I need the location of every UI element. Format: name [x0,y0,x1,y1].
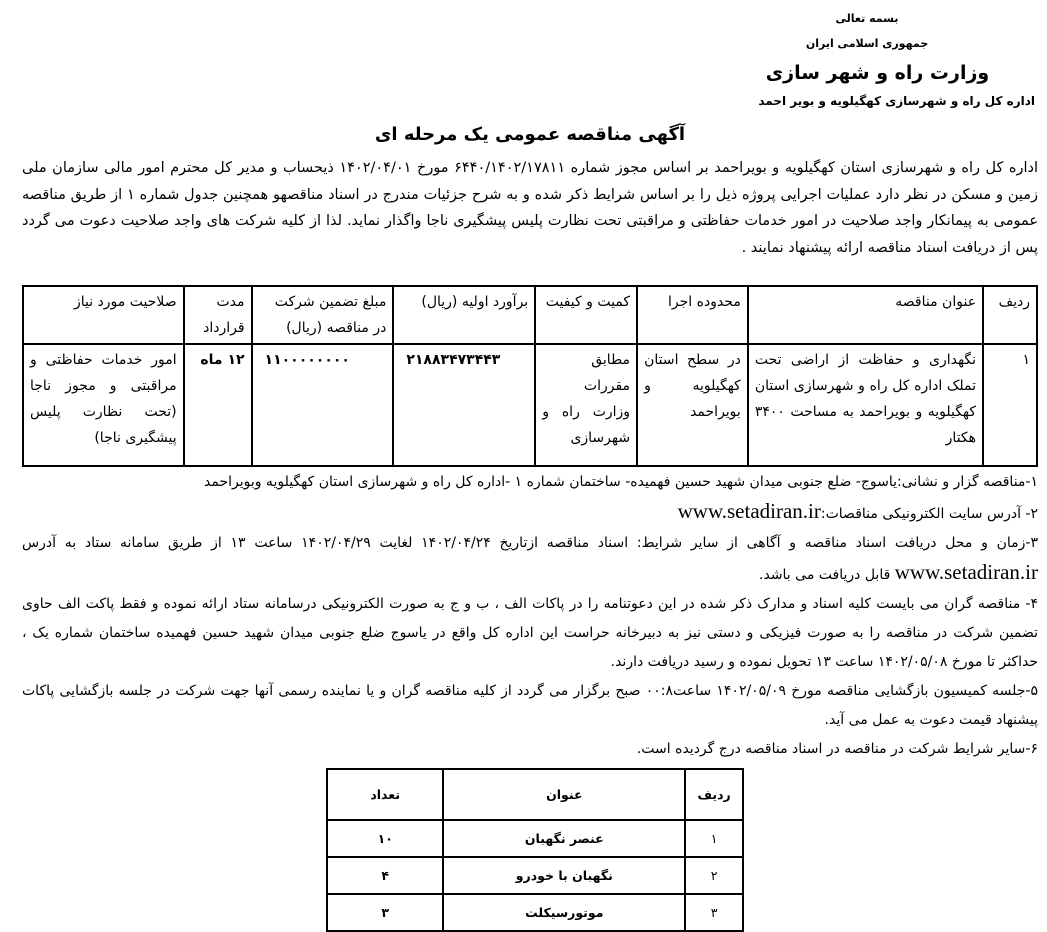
cell-row: ۱ [685,820,743,857]
ministry-name: وزارت راه و شهر سازی [765,62,990,84]
personnel-table [326,768,744,932]
cell-qualification: امور خدمات حفاظتی و مراقبتی و مجوز ناجا (تحت نظارت پلیس پیشگیری ناجا) [23,344,184,466]
cell-estimate: ۲۱۸۸۳۴۷۳۴۴۳ [393,344,535,466]
cell-title: موتورسیکلت [443,894,685,931]
cell-count: ۳ [327,894,443,931]
header-qualification: صلاحیت مورد نیاز [23,286,184,344]
header-quality: کمیت و کیفیت [535,286,637,344]
note-1: ۱-مناقصه گزار و نشانی:یاسوج- ضلع جنوبی میدان شهید حسین فهمیده- ساختمان شماره ۱ -اداره کل راه و شهرسازی استان کهگیلویه وبویراحمد [203,474,1038,490]
cell-row: ۲ [685,857,743,894]
note-2-text: ۲- آدرس سایت الکترونیکی مناقصات: [820,506,1038,522]
table-row [327,820,743,857]
note-5: ۵-جلسه کمیسیون بازگشایی مناقصه مورخ ۱۴۰۲/۰۵/۰۹ ساعت۰۰:۸ صبح برگزار می گردد از کلیه مناقصه گران و یا نماینده رسمی آنها جهت شرکت در جلسه بازگشایی پاکات پیشنهاد قیمت دعوت به عمل می آید. [22,683,1038,728]
cell-count: ۴ [327,857,443,894]
website-link[interactable]: www.setadiran.ir [677,499,821,523]
header-duration: مدت قرارداد [184,286,252,344]
invocation: بسمه تعالی [835,12,899,25]
personnel-table-header [327,769,743,820]
table-row [327,894,743,931]
intro-paragraph: اداره کل راه و شهرسازی استان کهگیلویه و بویراحمد بر اساس مجوز شماره ۶۴۴۰/۱۴۰۲/۱۷۸۱۱ مورخ ۱۴۰۲/۰۴/۰۱ ذیحساب و مدیر کل محترم امور مالی سازمان ملی زمین و مسکن در نظر دارد عملیات اجرایی پروژه ذیل را بر اساس شرایط ذکر شده و به شرح جزئیات مندرج در اسناد مناقصهو همچنین جدول شماره ۱ از طریق مناقصه عمومی به پیمانکار واجد صلاحیت در امور خدمات حفاظتی و مراقبتی تحت نظارت پلیس پیشگیری ناجا واگذار نماید. لذا از کلیه شرکت های واجد صلاحیت دعوت می گردد پس از دریافت اسناد مناقصه ارائه پیشنهاد نمایند . [22,160,1039,256]
cell-quality: مطابق مقررات وزارت راه و شهرسازی [535,344,637,466]
header-guarantee: مبلغ تضمین شرکت در مناقصه (ریال) [252,286,394,344]
table-row [23,344,1037,466]
cell-row: ۳ [685,894,743,931]
cell-scope: در سطح استان کهگیلویه و بویراحمد [637,344,748,466]
country-name: جمهوری اسلامی ایران [805,37,929,50]
note-3-text: ۳-زمان و محل دریافت اسناد مناقصه و آگاهی از سایر شرایط: اسناد مناقصه ازتاریخ ۱۴۰۲/۰۴/۲۴ لغایت ۱۴۰۲/۰۴/۲۹ ساعت ۱۳ از طریق سامانه ستاد به آدرس [22,535,1038,551]
header-estimate: برآورد اولیه (ریال) [393,286,535,344]
cell-title: نگهداری و حفاظت از اراضی تحت تملک اداره کل راه و شهرسازی استان کهگیلویه و بویراحمد به مساحت ۳۴۰۰ هکتار [748,344,983,466]
header-title: عنوان [443,769,685,820]
cell-duration: ۱۲ ماه [184,344,252,466]
website-link[interactable]: www.setadiran.ir [894,560,1038,584]
note-6: ۶-سایر شرایط شرکت در مناقصه در اسناد مناقصه درج گردیده است. [636,741,1038,757]
header-row: ردیف [983,286,1037,344]
tender-table-header [23,286,1037,344]
header-count: تعداد [327,769,443,820]
header-scope: محدوده اجرا [637,286,748,344]
tender-table [22,285,1038,467]
note-3 [22,529,1038,590]
notes-section [22,468,1038,764]
cell-guarantee: ۱۱۰۰۰۰۰۰۰۰ [252,344,394,466]
note-4: ۴- مناقصه گران می بایست کلیه اسناد و مدارک ذکر شده در این دعوتنامه را در پاکات الف ، ب و ج به صورت الکترونیکی درسامانه ستاد ارائه نموده و فقط پاکت الف حاوی تضمین شرکت در مناقصه را به صورت فیزیکی و دستی نیز به دبیرخانه حراست این اداره کل واقع در یاسوج ضلع جنوبی میدان شهید حسین فهمیده ساختمان شماره یک ، حداکثر تا مورخ ۱۴۰۲/۰۵/۰۸ ساعت ۱۳ تحویل نموده و رسید دریافت دارند. [22,596,1038,670]
header-row: ردیف [685,769,743,820]
header-title: عنوان مناقصه [748,286,983,344]
office-name: اداره کل راه و شهرسازی کهگیلویه و بویر احمد [758,94,1035,108]
cell-title: نگهبان با خودرو [443,857,685,894]
table-row [327,857,743,894]
note-2 [22,497,1038,529]
cell-count: ۱۰ [327,820,443,857]
cell-row: ۱ [983,344,1037,466]
cell-title: عنصر نگهبان [443,820,685,857]
page-title: آگهی مناقصه عمومی یک مرحله ای [374,124,686,145]
note-3-tail: قابل دریافت می باشد. [759,567,895,583]
